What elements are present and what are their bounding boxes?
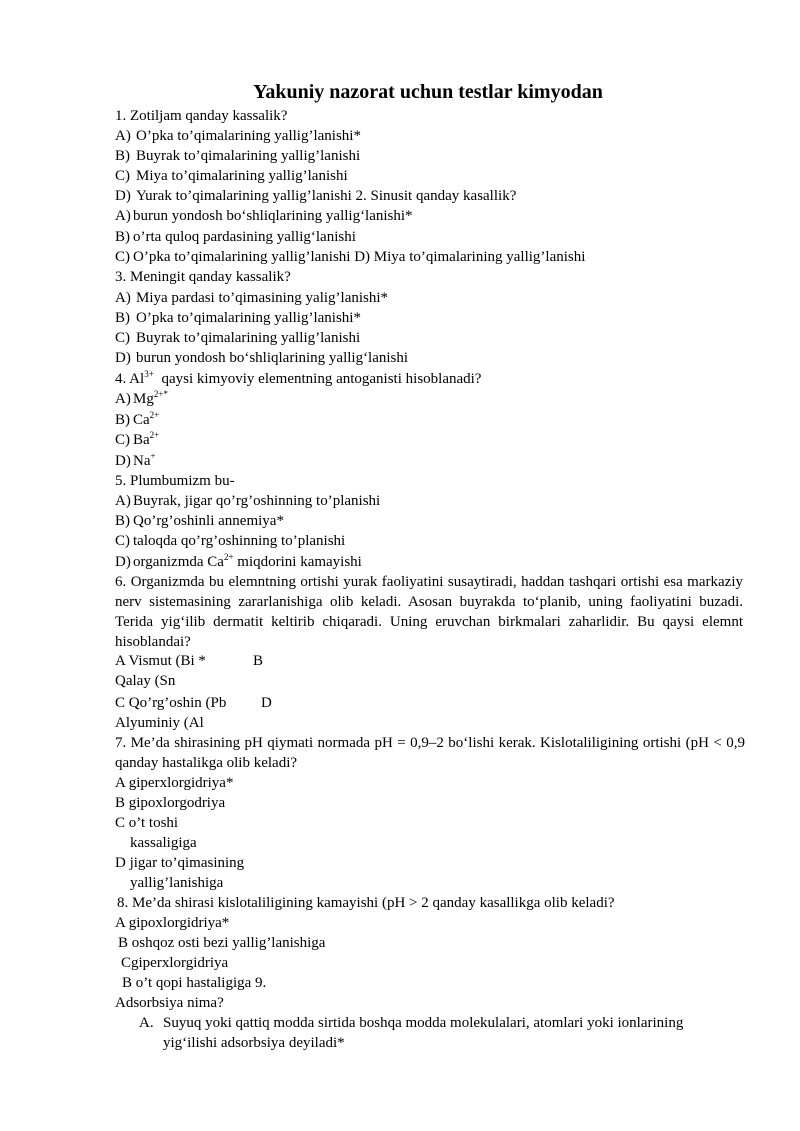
option-text: O’pka to’qimalarining yallig’lanishi D) Miya to’qimalarining yallig’lanishi bbox=[133, 249, 586, 265]
option-text: Miya to’qimalarining yallig’lanishi bbox=[136, 168, 348, 184]
option-text: Ba bbox=[133, 432, 150, 448]
q1-option-a bbox=[115, 126, 361, 146]
option-letter: B) bbox=[115, 229, 130, 245]
option-letter: D) bbox=[115, 188, 131, 204]
option-text: Mg bbox=[133, 391, 154, 407]
q8-option-b: B oshqoz osti bezi yallig’lanishiga bbox=[118, 935, 326, 951]
q3-option-b bbox=[115, 308, 361, 328]
question-1: 1. Zotiljam qanday kassalik? bbox=[115, 108, 288, 124]
q5-option-c bbox=[115, 531, 345, 551]
q5-option-a bbox=[115, 491, 380, 511]
option-text: O’pka to’qimalarining yallig’lanishi* bbox=[136, 310, 361, 326]
q1-option-d bbox=[115, 186, 516, 206]
option-letter: A) bbox=[115, 493, 131, 509]
question-4 bbox=[115, 369, 481, 389]
superscript: 2+ bbox=[149, 410, 160, 420]
superscript: + bbox=[150, 451, 156, 461]
q4-option-d bbox=[115, 451, 156, 471]
superscript: 2+ bbox=[149, 430, 160, 440]
option-text: Buyrak to’qimalarining yallig’lanishi bbox=[136, 330, 361, 346]
q8-option-c: Cgiperxlorgidriya bbox=[121, 955, 229, 971]
q6-option-d: Alyuminiy (Al bbox=[115, 715, 204, 731]
q4-option-a bbox=[115, 389, 168, 409]
q7-option-d: D jigar to’qimasining bbox=[115, 855, 245, 871]
option-letter: C) bbox=[115, 168, 130, 184]
option-text: O’pka to’qimalarining yallig’lanishi* bbox=[136, 128, 361, 144]
option-letter: B) bbox=[115, 412, 130, 428]
superscript: 3+ bbox=[144, 369, 154, 379]
option-letter: A) bbox=[115, 128, 131, 144]
q6-option-b-letter: B bbox=[253, 653, 264, 669]
option-letter: D) bbox=[115, 350, 131, 366]
q8-option-d: B o’t qopi hastaligiga 9. bbox=[122, 975, 267, 991]
option-letter: A) bbox=[115, 290, 131, 306]
q9-option-a: Suyuq yoki qattiq modda sirtida boshqa modda molekulalari, atomlari yoki ionlarining bbox=[163, 1015, 684, 1031]
q6-option-a: A Vismut (Bi * bbox=[115, 653, 206, 669]
q1-option-b bbox=[115, 146, 360, 166]
q6-option-c: C Qo’rg’oshin (Pb bbox=[115, 695, 227, 711]
q3-option-c bbox=[115, 328, 360, 348]
option-letter: C) bbox=[115, 249, 130, 265]
option-text: taloqda qo’rg’oshinning to’planishi bbox=[133, 533, 346, 549]
superscript: 2+* bbox=[153, 389, 168, 399]
question-6: 6. Organizmda bu elemntning ortishi yurak faoliyatini susaytiradi, haddan tashqari ortishi esa markaziy nerv sistemasining zararlanishiga olib keladi. Asosan buyrakda to‘planib, uning faoliyatini buzadi. Terida yig‘ilib dermatit keltirib chiqaradi. Uning eruvchan birkmalari zaharlidir. Bu qaysi elemnt hisoblandai? bbox=[115, 574, 743, 650]
option-letter: A) bbox=[115, 208, 131, 224]
q8-option-a: A gipoxlorgidriya* bbox=[115, 915, 230, 931]
q5-option-d bbox=[115, 552, 362, 572]
option-text: Na bbox=[133, 453, 151, 469]
q7-option-a: A giperxlorgidriya* bbox=[115, 775, 234, 791]
q7-option-b: B gipoxlorgodriya bbox=[115, 795, 226, 811]
q7-option-d-cont: yallig’lanishiga bbox=[130, 875, 224, 891]
q6-option-d-letter: D bbox=[261, 695, 272, 711]
option-letter: D) bbox=[115, 453, 131, 469]
option-text: o’rta quloq pardasining yallig‘lanishi bbox=[133, 229, 356, 245]
q6-option-b: Qalay (Sn bbox=[115, 673, 176, 689]
q4-option-b bbox=[115, 410, 159, 430]
option-text: Buyrak, jigar qo’rg’oshinning to’planishi bbox=[133, 493, 381, 509]
option-text-after: miqdorini kamayishi bbox=[233, 554, 362, 570]
superscript: 2+ bbox=[223, 552, 234, 562]
question-7: 7. Me’da shirasining pH qiymati normada pH = 0,9–2 bo‘lishi kerak. Kislotaliligining ortishi (pH < 0,9 qanday hastalikga olib keladi? bbox=[115, 735, 745, 771]
question-5: 5. Plumbumizm bu- bbox=[115, 473, 235, 489]
option-letter: D) bbox=[115, 554, 131, 570]
question-9: Adsorbsiya nima? bbox=[115, 995, 224, 1011]
question-3: 3. Meningit qanday kassalik? bbox=[115, 269, 291, 285]
q7-option-c: C o’t toshi bbox=[115, 815, 179, 831]
question-number: 4. Al bbox=[115, 371, 145, 387]
q4-option-c bbox=[115, 430, 159, 450]
option-letter: A) bbox=[115, 391, 131, 407]
q9-option-a-letter: A. bbox=[139, 1015, 154, 1031]
q3-option-a bbox=[115, 288, 388, 308]
q3-option-d bbox=[115, 348, 408, 368]
option-letter: B) bbox=[115, 513, 130, 529]
option-letter: B) bbox=[115, 310, 130, 326]
page-title: Yakuniy nazorat uchun testlar kimyodan bbox=[253, 81, 603, 103]
question-text: qaysi kimyoviy elementning antoganisti hisoblanadi? bbox=[157, 371, 482, 387]
q5-option-b bbox=[115, 511, 284, 531]
option-letter: C) bbox=[115, 533, 130, 549]
option-letter: B) bbox=[115, 148, 130, 164]
option-letter: C) bbox=[115, 432, 130, 448]
option-text: organizmda Ca bbox=[133, 554, 224, 570]
q1-option-c bbox=[115, 166, 348, 186]
q2-option-c bbox=[115, 247, 585, 267]
q7-option-c-cont: kassaligiga bbox=[130, 835, 197, 851]
option-text: Qo’rg’oshinli annemiya* bbox=[133, 513, 284, 529]
q2-option-a bbox=[115, 206, 413, 226]
option-text: Yurak to’qimalarining yallig’lanishi 2. Sinusit qanday kasallik? bbox=[136, 188, 517, 204]
option-text: Buyrak to’qimalarining yallig’lanishi bbox=[136, 148, 361, 164]
option-text: Ca bbox=[133, 412, 150, 428]
option-text: burun yondosh bo‘shliqlarining yallig‘lanishi* bbox=[133, 208, 413, 224]
question-8: 8. Me’da shirasi kislotaliligining kamayishi (pH > 2 qanday kasallikga olib keladi? bbox=[117, 895, 615, 911]
option-letter: C) bbox=[115, 330, 130, 346]
q2-option-b bbox=[115, 227, 356, 247]
option-text: Miya pardasi to’qimasining yalig’lanishi* bbox=[136, 290, 389, 306]
option-text: burun yondosh bo‘shliqlarining yallig‘lanishi bbox=[136, 350, 409, 366]
q9-option-a-cont: yig‘ilishi adsorbsiya deyiladi* bbox=[163, 1035, 345, 1051]
